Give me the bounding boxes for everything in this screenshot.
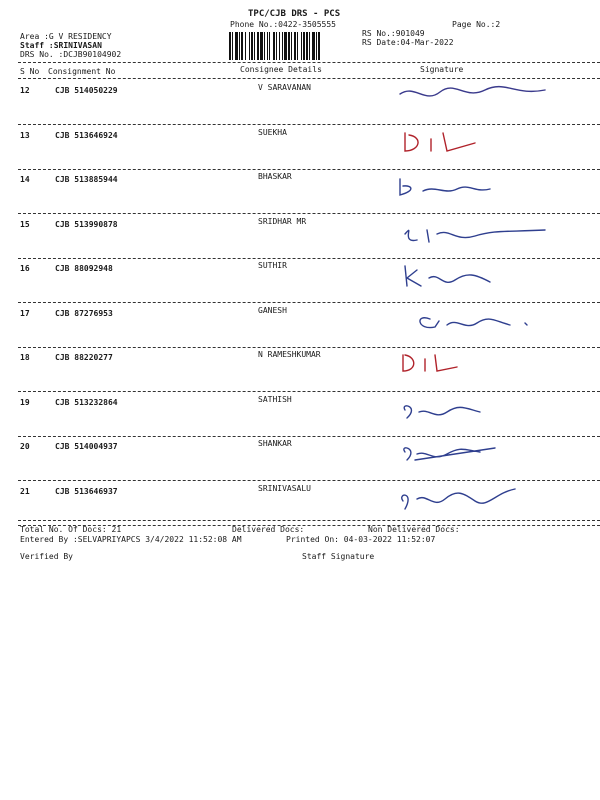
row-sno: 18: [20, 353, 30, 362]
row-divider: [18, 480, 600, 481]
col-sno: S No: [20, 67, 40, 76]
row-consignment-no: CJB 513990878: [55, 219, 118, 229]
page-number: Page No.:2: [452, 20, 501, 29]
row-divider: [18, 436, 600, 437]
barcode: [228, 32, 356, 60]
row-consignee: SUEKHA: [258, 127, 287, 137]
row-divider: [18, 169, 600, 170]
handwritten-signature: [395, 438, 575, 472]
non-delivered-docs: Non Delivered Docs:: [368, 525, 460, 534]
handwritten-signature: [395, 171, 575, 205]
printed-on: Printed On: 04-03-2022 11:52:07: [286, 535, 436, 544]
handwritten-signature: [395, 305, 575, 339]
row-sno: 20: [20, 442, 30, 451]
row-sno: 21: [20, 486, 30, 496]
row-consignee: SHANKAR: [258, 439, 292, 448]
row-consignee: GANESH: [258, 305, 287, 315]
row-consignee: SUTHIR: [258, 261, 287, 270]
col-consignee: Consignee Details: [240, 65, 322, 74]
col-signature: Signature: [420, 65, 464, 74]
drs-number: DRS No. :DCJB90104902: [20, 50, 122, 59]
footer-rule: [18, 520, 600, 521]
staff-label: Staff :SRINIVASAN: [20, 41, 102, 50]
row-consignment-no: CJB 88092948: [55, 264, 113, 273]
phone-number: Phone No.:0422-3505555: [230, 20, 336, 29]
area-label: Area :G V RESIDENCY: [20, 32, 112, 41]
row-sno: 13: [20, 130, 30, 140]
handwritten-signature: [395, 216, 575, 250]
row-consignee: V SARAVANAN: [258, 83, 311, 92]
row-sno: 12: [20, 86, 30, 95]
rs-number: RS No.:901049: [362, 29, 425, 38]
row-divider: [18, 347, 600, 348]
total-docs: Total No. Of Docs: 21: [20, 525, 122, 534]
row-sno: 15: [20, 219, 30, 229]
row-consignee: SATHISH: [258, 394, 292, 404]
row-divider: [18, 302, 600, 303]
handwritten-signature: [395, 82, 575, 116]
row-consignment-no: CJB 88220277: [55, 353, 113, 362]
row-sno: 16: [20, 264, 30, 273]
row-consignee: BHASKAR: [258, 172, 292, 181]
row-consignment-no: CJB 513232864: [55, 397, 118, 407]
handwritten-signature: [395, 127, 575, 161]
entered-by: Entered By :SELVAPRIYAPCS 3/4/2022 11:52:08 AM: [20, 535, 242, 544]
handwritten-signature: [395, 394, 575, 428]
handwritten-signature: [395, 349, 575, 383]
handwritten-signature: [395, 260, 575, 294]
col-consignment: Consignment No: [48, 67, 116, 76]
row-sno: 14: [20, 175, 30, 184]
column-header-rule: [18, 78, 600, 79]
row-consignee: SRINIVASALU: [258, 483, 311, 493]
row-consignee: N RAMESHKUMAR: [258, 350, 321, 359]
row-consignment-no: CJB 87276953: [55, 308, 113, 318]
row-consignment-no: CJB 513646937: [55, 486, 118, 496]
verified-by: Verified By: [20, 552, 73, 561]
rs-date: RS Date:04-Mar-2022: [362, 38, 454, 47]
document-title: TPC/CJB DRS - PCS: [248, 9, 341, 19]
row-consignment-no: CJB 514004937: [55, 442, 118, 451]
row-sno: 17: [20, 308, 30, 318]
row-consignee: SRIDHAR MR: [258, 216, 307, 226]
row-consignment-no: CJB 513646924: [55, 130, 118, 140]
row-divider: [18, 213, 600, 214]
row-divider: [18, 391, 600, 392]
row-divider: [18, 124, 600, 125]
row-consignment-no: CJB 514050229: [55, 86, 118, 95]
delivered-docs: Delivered Docs:: [232, 525, 305, 534]
row-divider: [18, 258, 600, 259]
handwritten-signature: [395, 483, 575, 517]
row-sno: 19: [20, 397, 30, 407]
staff-signature-label: Staff Signature: [302, 552, 375, 561]
row-consignment-no: CJB 513885944: [55, 175, 118, 184]
header-rule: [18, 62, 600, 63]
